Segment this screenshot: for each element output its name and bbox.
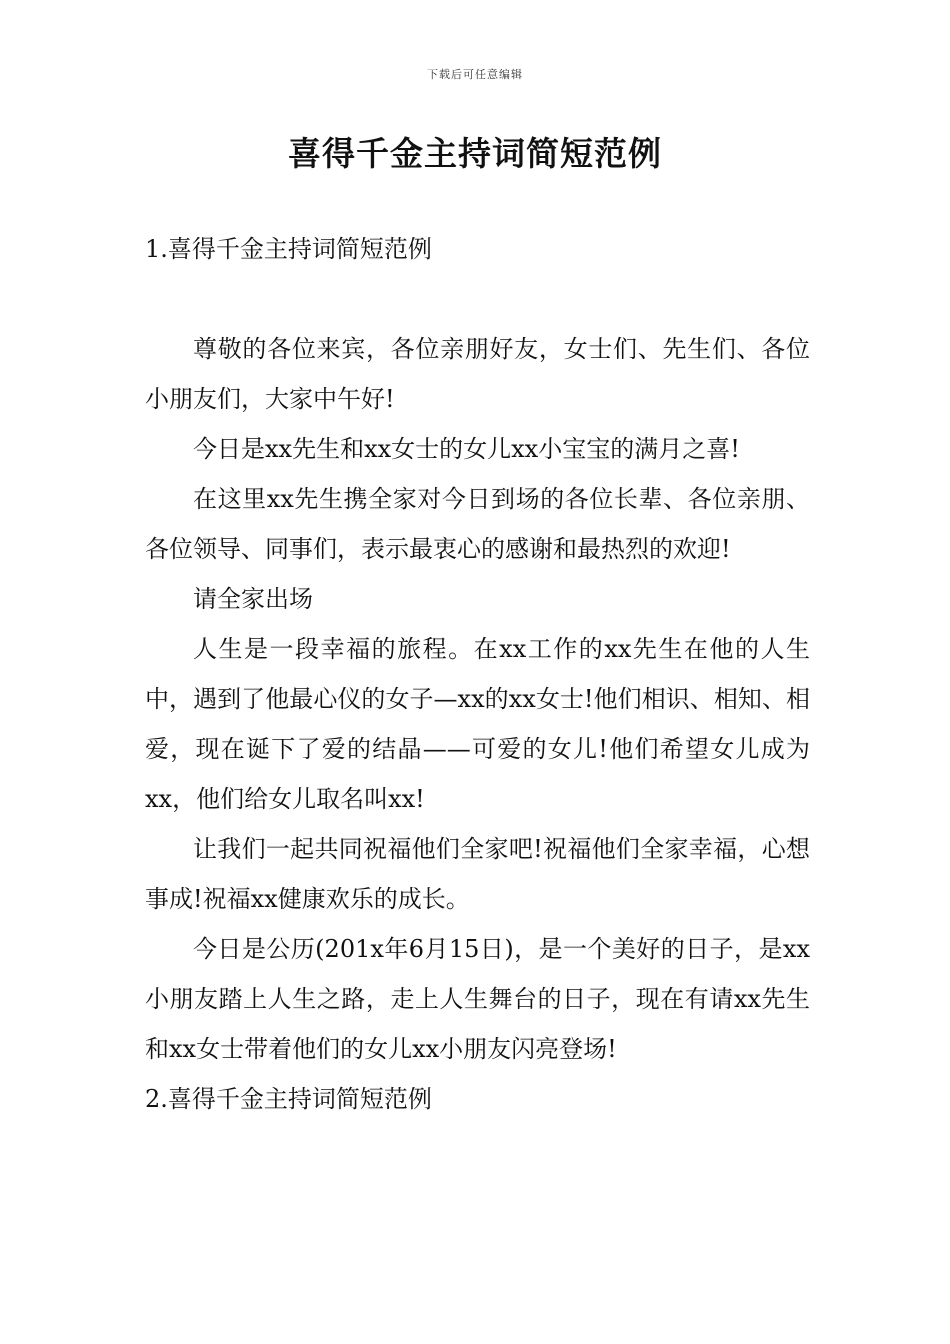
section-1-heading: 1.喜得千金主持词简短范例: [145, 235, 432, 263]
header-note: 下载后可任意编辑: [427, 68, 523, 81]
paragraph-thanks: 在这里xx先生携全家对今日到场的各位长辈、各位亲朋、各位领导、同事们，表示最衷心的感谢和最热烈的欢迎!: [145, 485, 810, 563]
paragraph-family-entrance: 请全家出场: [193, 585, 313, 613]
document-title: 喜得千金主持词简短范例: [288, 134, 662, 173]
section-1-content: [145, 324, 810, 1124]
paragraph-occasion: 今日是xx先生和xx女士的女儿xx小宝宝的满月之喜!: [193, 435, 740, 463]
paragraph-story: 人生是一段幸福的旅程。在xx工作的xx先生在他的人生中，遇到了他最心仪的女子—xx的xx女士!他们相识、相知、相爱，现在诞下了爱的结晶——可爱的女儿!他们希望女儿成为xx，他们给女儿取名叫xx!: [145, 635, 810, 813]
paragraph-greeting: 尊敬的各位来宾，各位亲朋好友，女士们、先生们、各位小朋友们，大家中午好!: [145, 335, 810, 413]
paragraph-date: 今日是公历(201x年6月15日)，是一个美好的日子，是xx小朋友踏上人生之路，走上人生舞台的日子，现在有请xx先生和xx女士带着他们的女儿xx小朋友闪亮登场!: [145, 935, 810, 1063]
section-2-heading: 2.喜得千金主持词简短范例: [145, 1085, 432, 1113]
section-1: [145, 224, 810, 274]
paragraph-blessing: 让我们一起共同祝福他们全家吧!祝福他们全家幸福，心想事成!祝福xx健康欢乐的成长。: [145, 835, 810, 913]
